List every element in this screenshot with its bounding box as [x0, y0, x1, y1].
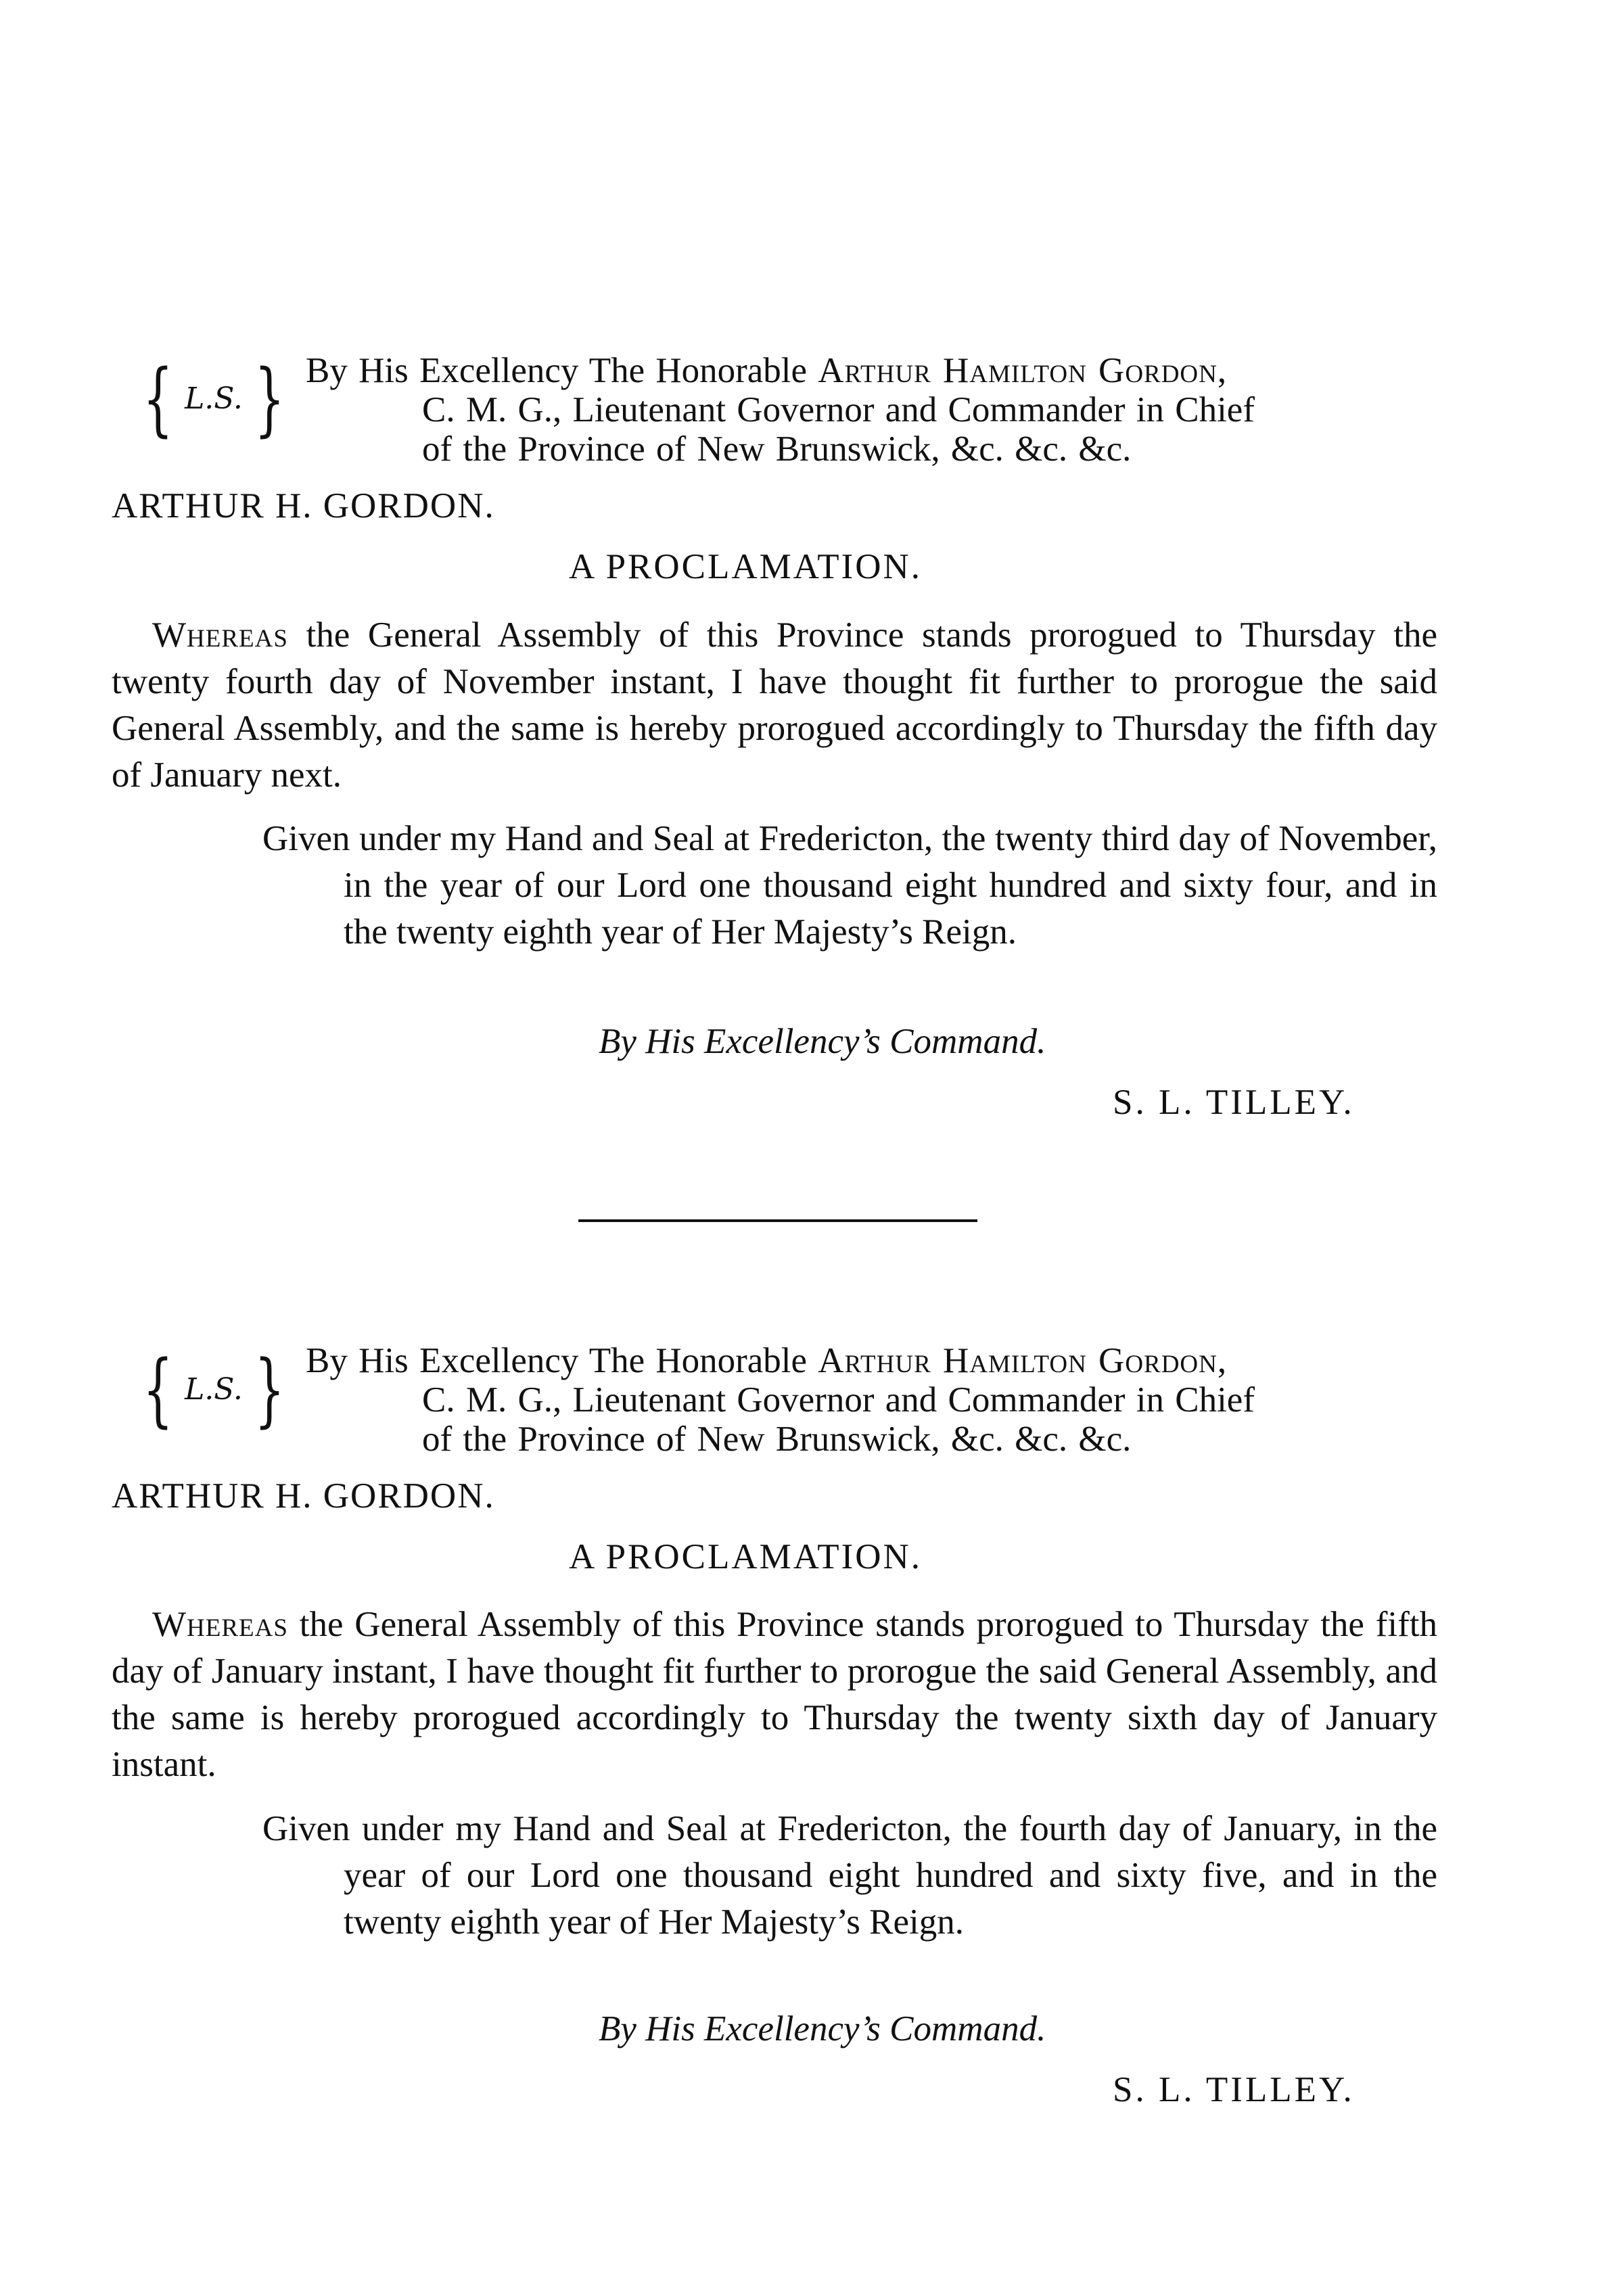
separator-rule: [578, 1219, 977, 1222]
header-prefix: By His Excellency The Honorable: [306, 351, 818, 390]
left-brace-glyph: {: [143, 1342, 174, 1436]
header-name: Arthur Hamilton Gordon,: [818, 1341, 1228, 1380]
header-line-3: of the Province of New Brunswick, &c. &c. &c.: [422, 429, 1132, 469]
seal-label: L.S.: [185, 381, 243, 416]
seal-mark: [133, 1342, 295, 1436]
given-clause: Given under my Hand and Seal at Fredericton, the twenty third day of November, in the year of our Lord one thousand eight hundred and sixty four, and in the twenty eighth year of Her Majesty’s Reign.: [262, 819, 1437, 952]
proclamation-body: [112, 1601, 1437, 1788]
header-line-1: [306, 1339, 1227, 1382]
header-prefix: By His Excellency The Honorable: [306, 1341, 818, 1380]
left-brace-glyph: {: [143, 352, 174, 445]
body-text: the General Assembly of this Province stands prorogued to Thursday the twenty fourth day of November instant, I have thought fit further to prorogue the said General Assembly, and the same is hereby prorogued accordingly to Thursday the fifth day of January next.: [112, 615, 1437, 795]
seal-mark: [133, 352, 295, 445]
seal-label: L.S.: [185, 1372, 243, 1407]
signature: S. L. TILLEY.: [1113, 2070, 1355, 2109]
header-line-3: of the Province of New Brunswick, &c. &c. &c.: [422, 1420, 1132, 1459]
right-brace-glyph: }: [254, 1342, 285, 1436]
header-line-2: C. M. G., Lieutenant Governor and Commander in Chief: [422, 1380, 1255, 1420]
header-line-1: [306, 349, 1227, 392]
signature: S. L. TILLEY.: [1113, 1083, 1355, 1122]
signer-name: ARTHUR H. GORDON.: [112, 486, 495, 525]
body-text: the General Assembly of this Province stands prorogued to Thursday the fifth day of January instant, I have thought fit further to prorogue the said General Assembly, and the same is hereby prorogued accordingly to Thursday the twenty sixth day of January instant.: [112, 1605, 1438, 1784]
header-line-2: C. M. G., Lieutenant Governor and Commander in Chief: [422, 390, 1255, 429]
signer-name: ARTHUR H. GORDON.: [112, 1476, 495, 1516]
command-line: By His Excellency’s Command.: [599, 2009, 1046, 2048]
header-name: Arthur Hamilton Gordon,: [818, 351, 1228, 390]
whereas-word: Whereas: [152, 1605, 288, 1644]
command-line: By His Excellency’s Command.: [599, 1022, 1046, 1061]
proclamation-title: A PROCLAMATION.: [568, 547, 923, 586]
given-clause: Given under my Hand and Seal at Fredericton, the fourth day of January, in the year of our Lord one thousand eight hundred and sixty five, and in the twenty eighth year of Her Majesty’s Reign.: [262, 1809, 1437, 1942]
proclamation-body: [112, 612, 1437, 799]
right-brace-glyph: }: [254, 352, 285, 445]
whereas-word: Whereas: [152, 615, 288, 655]
proclamation-title: A PROCLAMATION.: [568, 1537, 923, 1576]
